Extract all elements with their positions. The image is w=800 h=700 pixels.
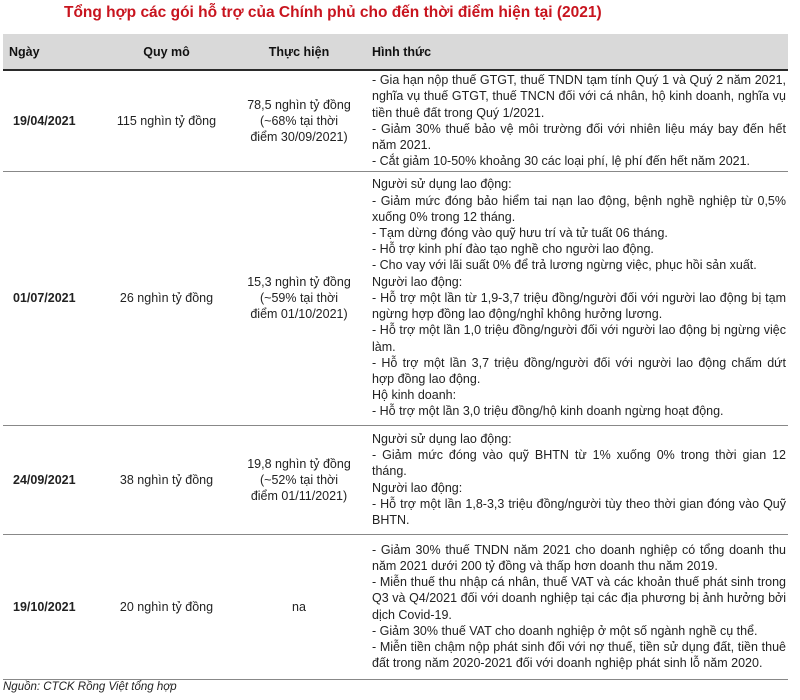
header-date: Ngày (3, 34, 103, 70)
source-note: Nguồn: CTCK Rồng Việt tổng hợp (3, 681, 177, 693)
table-header-row (3, 34, 788, 70)
row-form (368, 534, 788, 679)
row-date: 19/04/2021 (3, 70, 103, 171)
row-implementation (230, 70, 368, 171)
form-item: - Hỗ trợ một lần từ 1,9-3,7 triệu đồng/người đối với người lao động bị tạm ngừng hợp đồng lao động/nghỉ không hưởng lương. (372, 290, 786, 322)
row-form (368, 171, 788, 425)
form-item: - Hỗ trợ một lần 3,7 triệu đồng/người đối với người lao động chấm dứt hợp đồng lao động. (372, 355, 786, 386)
row-scale: 38 nghìn tỷ đồng (103, 425, 230, 534)
form-item: - Giảm 30% thuế VAT cho doanh nghiệp ở một số ngành nghề cụ thể. (372, 623, 758, 638)
row-scale: 20 nghìn tỷ đồng (103, 534, 230, 679)
form-item: - Giảm mức đóng vào quỹ BHTN từ 1% xuống 0% trong thời gian 12 tháng. (372, 448, 786, 479)
row-scale: 26 nghìn tỷ đồng (103, 171, 230, 425)
form-item: - Gia hạn nộp thuế GTGT, thuế TNDN tạm tính Quý 1 và Quý 2 năm 2021, nghĩa vụ thuế GTGT, thuế TNCN đối với cá nhân, hộ kinh doanh, nghĩa vụ tiền thuê đất trong Quý 1/2021. (372, 73, 786, 120)
impl-line: 19,8 nghìn tỷ đồng (247, 456, 351, 471)
form-item: - Giảm 30% thuế bảo vệ môi trường đối với nhiên liệu máy bay đến hết năm 2021. (372, 121, 786, 152)
row-date: 19/10/2021 (3, 534, 103, 679)
impl-line: (~68% tại thời (259, 113, 339, 128)
header-scale: Quy mô (103, 34, 230, 70)
form-item: - Hỗ trợ một lần 1,0 triệu đồng/người đối với người lao động bị ngừng việc làm. (372, 323, 786, 354)
table-row (3, 171, 788, 425)
form-item: - Giảm mức đóng bảo hiểm tai nạn lao động, bệnh nghề nghiệp từ 0,5% xuống 0% trong 12 tháng. (372, 193, 786, 224)
row-form (368, 425, 788, 534)
form-item: - Hỗ trợ một lần 3,0 triệu đồng/hộ kinh doanh ngừng hoạt động. (372, 404, 724, 419)
form-item: Người lao động: (372, 480, 463, 495)
header-implementation: Thực hiện (230, 34, 368, 70)
form-item: - Miễn thuế thu nhập cá nhân, thuế VAT và các khoản thuế phát sinh trong Q3 và Q4/2021 đối với doanh nghiệp tại các địa phương bị ảnh hưởng bởi dịch Covid-19. (372, 575, 786, 622)
table-row (3, 534, 788, 679)
row-implementation (230, 425, 368, 534)
table-row (3, 70, 788, 171)
impl-line: 15,3 nghìn tỷ đồng (247, 275, 351, 289)
row-form (368, 70, 788, 171)
impl-line: 78,5 nghìn tỷ đồng (247, 97, 351, 112)
form-item: - Miễn tiền chậm nộp phát sinh đối với nợ thuế, tiền sử dụng đất, tiền thuê đất trong năm 2020-2021 đối với doanh nghiệp phát sinh lỗ năm 2020. (372, 639, 786, 671)
form-item: - Hỗ trợ kinh phí đào tạo nghề cho người lao động. (372, 242, 654, 257)
row-scale: 115 nghìn tỷ đồng (103, 70, 230, 171)
table-row (3, 425, 788, 534)
impl-line: điểm 01/11/2021) (250, 488, 348, 503)
form-item: Người lao động: (372, 274, 463, 289)
impl-line: na (292, 599, 306, 614)
row-date: 01/07/2021 (3, 171, 103, 425)
form-item: Người sử dụng lao động: (372, 431, 512, 446)
row-date: 24/09/2021 (3, 425, 103, 534)
page-title: Tổng hợp các gói hỗ trợ của Chính phủ cho đến thời điểm hiện tại (2021) (64, 4, 602, 21)
impl-line: điểm 01/10/2021) (250, 307, 348, 321)
form-item: - Hỗ trợ một lần 1,8-3,3 triệu đồng/người tùy theo thời gian đóng vào Quỹ BHTN. (372, 496, 786, 527)
form-item: - Cắt giảm 10-50% khoảng 30 các loại phí, lệ phí đến hết năm 2021. (372, 154, 751, 169)
impl-line: (~59% tại thời (259, 291, 339, 305)
impl-line: (~52% tại thời (259, 472, 339, 487)
form-item: - Tạm dừng đóng vào quỹ hưu trí và tử tuất 06 tháng. (372, 226, 668, 241)
support-packages-table (3, 34, 788, 680)
form-item: Người sử dụng lao động: (372, 177, 512, 192)
form-item: - Cho vay với lãi suất 0% để trả lương ngừng việc, phục hồi sản xuất. (372, 258, 757, 273)
form-item: - Giảm 30% thuế TNDN năm 2021 cho doanh nghiệp có tổng doanh thu năm 2021 dưới 200 tỷ đồng và thấp hơn doanh thu năm 2019. (372, 542, 786, 573)
impl-line: điểm 30/09/2021) (250, 129, 348, 144)
form-item: Hộ kinh doanh: (372, 388, 457, 403)
header-form: Hình thức (368, 34, 788, 70)
row-implementation (230, 171, 368, 425)
row-implementation (230, 534, 368, 679)
